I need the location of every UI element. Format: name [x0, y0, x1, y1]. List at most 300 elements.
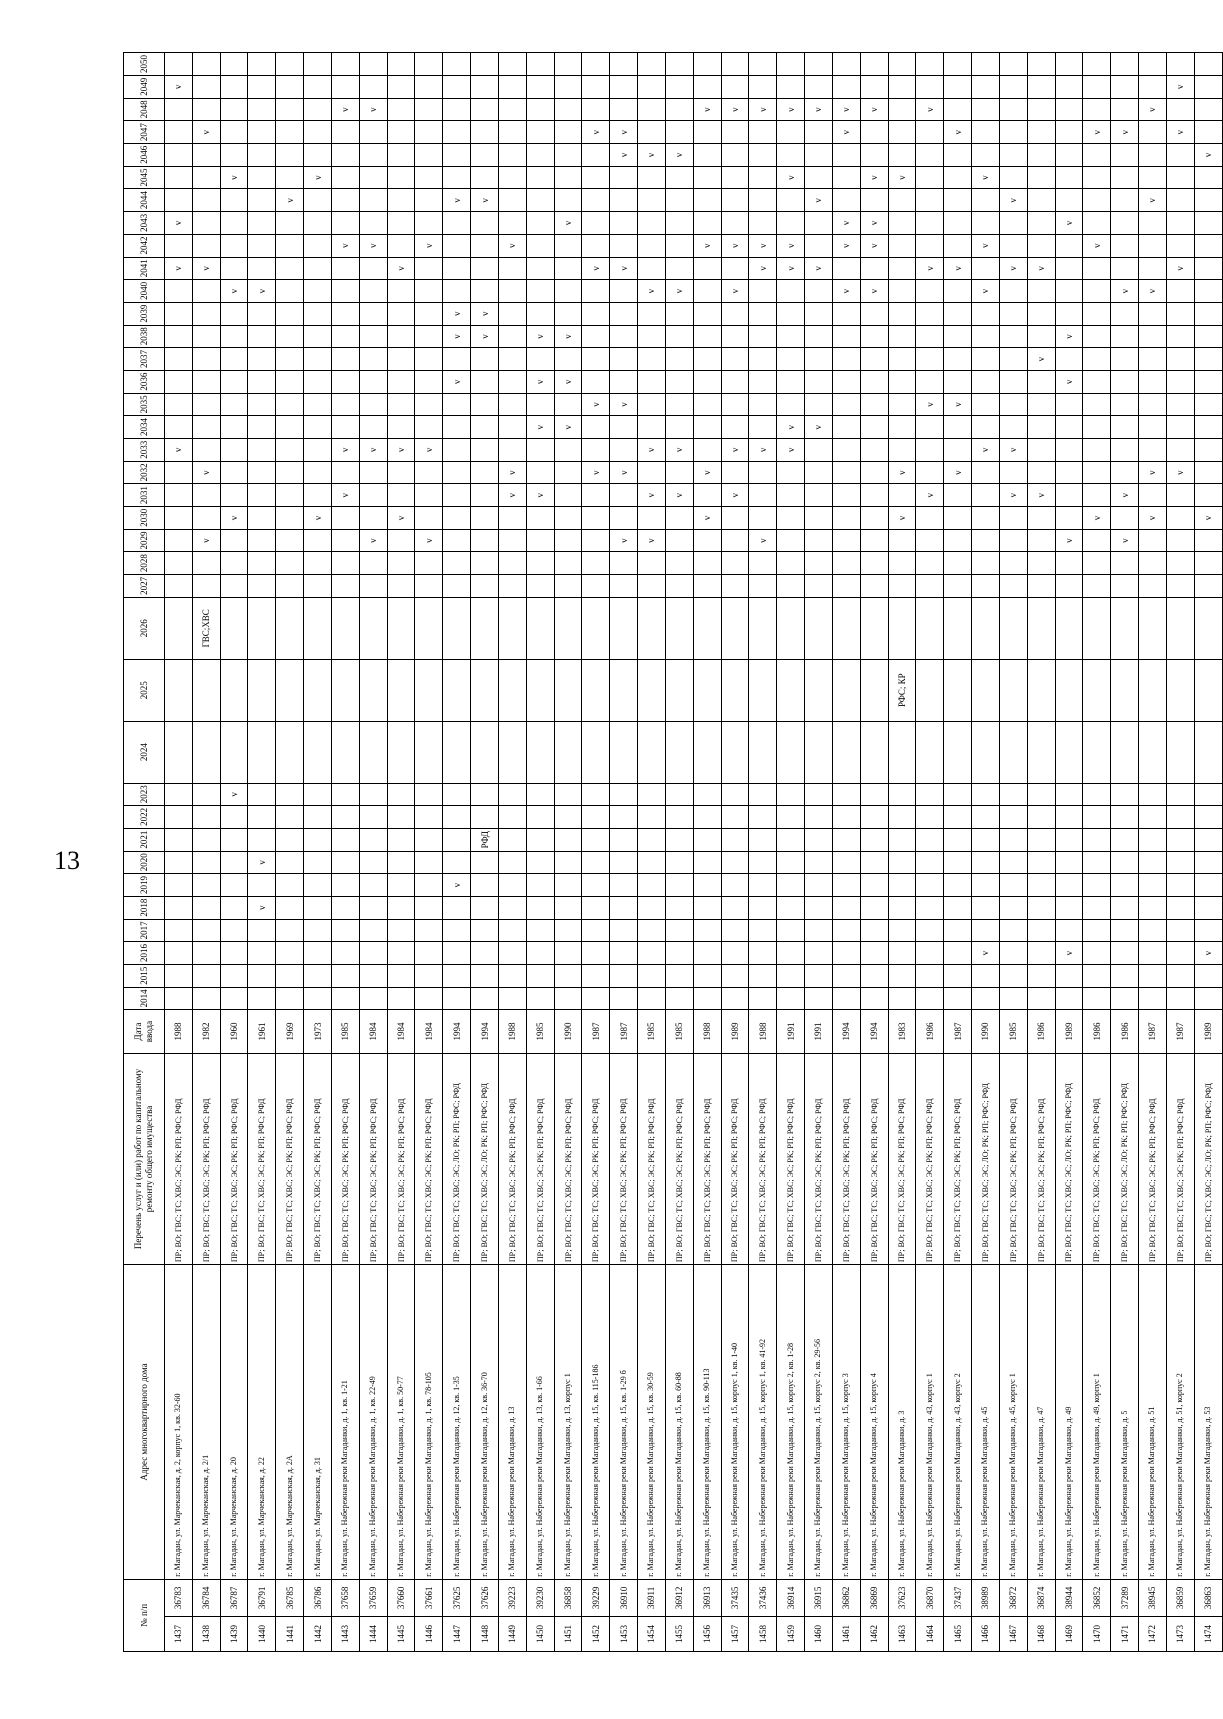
- plan-cell-2025: [1166, 659, 1194, 721]
- plan-cell-2026: [944, 597, 972, 659]
- plan-cell-2015: [1027, 965, 1055, 988]
- plan-cell-2017: [665, 919, 693, 942]
- plan-cell-2031: [944, 484, 972, 507]
- house-id: 37625: [443, 1579, 471, 1616]
- header-year-2033: 2033: [124, 439, 165, 462]
- plan-cell-2044: v: [999, 189, 1027, 212]
- plan-cell-2042: v: [359, 234, 387, 257]
- header-year-2019: 2019: [124, 874, 165, 897]
- plan-cell-2044: [944, 189, 972, 212]
- plan-cell-2046: v: [638, 144, 666, 167]
- plan-cell-2025: [1111, 659, 1139, 721]
- plan-cell-2022: [1055, 806, 1083, 829]
- plan-cell-2018: [1194, 896, 1222, 919]
- plan-cell-2033: v: [749, 439, 777, 462]
- plan-cell-2017: [498, 919, 526, 942]
- plan-cell-2044: [1166, 189, 1194, 212]
- plan-cell-2030: [832, 507, 860, 530]
- plan-cell-2048: [610, 98, 638, 121]
- plan-cell-2039: [972, 302, 1000, 325]
- plan-cell-2041: v: [1027, 257, 1055, 280]
- plan-cell-2043: [276, 212, 304, 235]
- plan-cell-2029: [1083, 529, 1111, 552]
- plan-cell-2028: [749, 552, 777, 575]
- plan-cell-2028: [999, 552, 1027, 575]
- plan-cell-2026: [1166, 597, 1194, 659]
- commission-year: 1982: [192, 1010, 220, 1053]
- table-row: [860, 53, 888, 1652]
- commission-year: 1961: [248, 1010, 276, 1053]
- plan-cell-2018: [860, 896, 888, 919]
- plan-cell-2041: [498, 257, 526, 280]
- plan-cell-2035: [1138, 393, 1166, 416]
- plan-cell-2048: v: [693, 98, 721, 121]
- plan-cell-2041: [638, 257, 666, 280]
- plan-cell-2017: [554, 919, 582, 942]
- house-id: 37435: [721, 1579, 749, 1616]
- plan-cell-2025: [582, 659, 610, 721]
- works-list: ПР; ВО; ГВС; ТС; ХВС; ЭС; РК; РП; РФС; РФД: [1083, 1053, 1111, 1264]
- house-address: г. Магадан, ул. Марчеканская, д. 31: [304, 1265, 332, 1580]
- row-number: 1463: [888, 1616, 916, 1651]
- plan-cell-2048: [304, 98, 332, 121]
- plan-cell-2015: [610, 965, 638, 988]
- plan-cell-2025: [638, 659, 666, 721]
- table-row: [1194, 53, 1222, 1652]
- plan-cell-2015: [387, 965, 415, 988]
- plan-cell-2048: [888, 98, 916, 121]
- plan-cell-2026: [888, 597, 916, 659]
- plan-cell-2045: [1055, 166, 1083, 189]
- plan-cell-2036: [693, 370, 721, 393]
- plan-cell-2020: [192, 851, 220, 874]
- plan-cell-2038: [1166, 325, 1194, 348]
- plan-cell-2046: [777, 144, 805, 167]
- plan-cell-2046: [972, 144, 1000, 167]
- plan-cell-2042: [304, 234, 332, 257]
- plan-cell-2039: [359, 302, 387, 325]
- plan-cell-2026: [415, 597, 443, 659]
- plan-cell-2028: [192, 552, 220, 575]
- works-list: ПР; ВО; ГВС; ТС; ХВС; ЭС; РК; РП; РФС; РФД: [359, 1053, 387, 1264]
- plan-cell-2017: [220, 919, 248, 942]
- commission-year: 1973: [304, 1010, 332, 1053]
- plan-cell-2047: [1194, 121, 1222, 144]
- plan-cell-2044: [665, 189, 693, 212]
- plan-cell-2025: [192, 659, 220, 721]
- plan-cell-2026: [805, 597, 833, 659]
- plan-cell-2020: [693, 851, 721, 874]
- plan-cell-2047: [220, 121, 248, 144]
- plan-cell-2041: [721, 257, 749, 280]
- plan-cell-2018: v: [248, 896, 276, 919]
- plan-cell-2043: [443, 212, 471, 235]
- plan-cell-2020: [832, 851, 860, 874]
- plan-cell-2029: [387, 529, 415, 552]
- plan-cell-2027: [805, 575, 833, 598]
- plan-cell-2050: [972, 53, 1000, 76]
- plan-cell-2043: v: [832, 212, 860, 235]
- plan-cell-2016: [359, 942, 387, 965]
- plan-cell-2035: [276, 393, 304, 416]
- plan-cell-2034: [1111, 416, 1139, 439]
- row-number: 1470: [1083, 1616, 1111, 1651]
- plan-cell-2015: [693, 965, 721, 988]
- plan-cell-2025: [165, 659, 193, 721]
- plan-cell-2018: [999, 896, 1027, 919]
- commission-year: 1984: [359, 1010, 387, 1053]
- house-id: 36911: [638, 1579, 666, 1616]
- plan-cell-2036: [944, 370, 972, 393]
- works-list: ПР; ВО; ГВС; ТС; ХВС; ЭС; РК; РП; РФС; РФД: [999, 1053, 1027, 1264]
- plan-cell-2014: [944, 987, 972, 1010]
- plan-cell-2026: [498, 597, 526, 659]
- table-row: [999, 53, 1027, 1652]
- table-row: [1111, 53, 1139, 1652]
- plan-cell-2030: [1166, 507, 1194, 530]
- plan-cell-2046: [1166, 144, 1194, 167]
- plan-cell-2029: v: [1055, 529, 1083, 552]
- house-address: г. Магадан, ул. Набережная реки Магаданки, д. 49: [1055, 1265, 1083, 1580]
- plan-cell-2049: [415, 76, 443, 99]
- house-address: г. Магадан, ул. Набережная реки Магаданки, д. 13: [498, 1265, 526, 1580]
- plan-cell-2043: [693, 212, 721, 235]
- table-row: [777, 53, 805, 1652]
- plan-cell-2049: [749, 76, 777, 99]
- plan-cell-2048: [192, 98, 220, 121]
- plan-cell-2016: [693, 942, 721, 965]
- plan-cell-2041: [860, 257, 888, 280]
- plan-cell-2032: [1027, 461, 1055, 484]
- plan-cell-2030: [999, 507, 1027, 530]
- plan-cell-2026: [638, 597, 666, 659]
- plan-cell-2017: [972, 919, 1000, 942]
- plan-cell-2022: [721, 806, 749, 829]
- plan-cell-2024: [526, 721, 554, 783]
- house-address: г. Магадан, ул. Набережная реки Магаданки, д. 43, корпус 1: [916, 1265, 944, 1580]
- table-row: [554, 53, 582, 1652]
- plan-cell-2040: [944, 280, 972, 303]
- plan-cell-2022: [387, 806, 415, 829]
- plan-cell-2036: [1027, 370, 1055, 393]
- plan-cell-2031: [777, 484, 805, 507]
- plan-cell-2023: [471, 783, 499, 806]
- plan-cell-2034: v: [554, 416, 582, 439]
- plan-cell-2042: v: [693, 234, 721, 257]
- plan-cell-2048: v: [777, 98, 805, 121]
- plan-cell-2046: [526, 144, 554, 167]
- plan-cell-2019: [582, 874, 610, 897]
- plan-cell-2043: [331, 212, 359, 235]
- plan-cell-2029: [554, 529, 582, 552]
- plan-cell-2021: [1166, 828, 1194, 851]
- plan-cell-2036: [415, 370, 443, 393]
- plan-cell-2048: v: [832, 98, 860, 121]
- table-row: [721, 53, 749, 1652]
- plan-cell-2014: [777, 987, 805, 1010]
- commission-year: 1994: [860, 1010, 888, 1053]
- plan-cell-2014: [916, 987, 944, 1010]
- plan-cell-2026: [331, 597, 359, 659]
- plan-cell-2041: [471, 257, 499, 280]
- plan-cell-2022: [165, 806, 193, 829]
- plan-cell-2032: [721, 461, 749, 484]
- plan-cell-2021: [192, 828, 220, 851]
- plan-cell-2028: [220, 552, 248, 575]
- plan-cell-2029: v: [415, 529, 443, 552]
- plan-cell-2027: [443, 575, 471, 598]
- plan-cell-2033: v: [331, 439, 359, 462]
- plan-cell-2040: [582, 280, 610, 303]
- plan-cell-2034: [1083, 416, 1111, 439]
- plan-cell-2043: v: [165, 212, 193, 235]
- plan-cell-2042: [443, 234, 471, 257]
- plan-cell-2034: [498, 416, 526, 439]
- plan-cell-2030: v: [1194, 507, 1222, 530]
- plan-cell-2034: [999, 416, 1027, 439]
- plan-cell-2039: [693, 302, 721, 325]
- plan-cell-2015: [1166, 965, 1194, 988]
- plan-cell-2024: [192, 721, 220, 783]
- plan-cell-2024: [1166, 721, 1194, 783]
- plan-cell-2037: [554, 348, 582, 371]
- plan-cell-2042: v: [860, 234, 888, 257]
- plan-cell-2044: [165, 189, 193, 212]
- plan-cell-2043: [1138, 212, 1166, 235]
- table-row: [498, 53, 526, 1652]
- house-address: г. Магадан, ул. Набережная реки Магаданки, д. 43, корпус 2: [944, 1265, 972, 1580]
- plan-cell-2050: [526, 53, 554, 76]
- plan-cell-2038: [999, 325, 1027, 348]
- plan-cell-2038: [777, 325, 805, 348]
- header-year-2035: 2035: [124, 393, 165, 416]
- plan-cell-2025: [610, 659, 638, 721]
- header-year-2046: 2046: [124, 144, 165, 167]
- plan-cell-2044: v: [471, 189, 499, 212]
- works-list: ПР; ВО; ГВС; ТС; ХВС; ЭС; РК; РП; РФС; РФД: [304, 1053, 332, 1264]
- plan-cell-2016: [443, 942, 471, 965]
- plan-cell-2021: [165, 828, 193, 851]
- plan-cell-2021: [972, 828, 1000, 851]
- plan-cell-2017: [749, 919, 777, 942]
- plan-cell-2031: [248, 484, 276, 507]
- house-id: 36869: [860, 1579, 888, 1616]
- plan-cell-2036: [276, 370, 304, 393]
- plan-cell-2028: [443, 552, 471, 575]
- plan-cell-2030: [610, 507, 638, 530]
- header-year-2041: 2041: [124, 257, 165, 280]
- commission-year: 1988: [693, 1010, 721, 1053]
- plan-cell-2035: [248, 393, 276, 416]
- plan-cell-2044: [554, 189, 582, 212]
- plan-cell-2050: [1111, 53, 1139, 76]
- plan-cell-2034: [359, 416, 387, 439]
- plan-cell-2050: [359, 53, 387, 76]
- plan-cell-2022: [331, 806, 359, 829]
- house-address: г. Магадан, ул. Набережная реки Магаданки, д. 45, корпус 1: [999, 1265, 1027, 1580]
- table-row: [888, 53, 916, 1652]
- plan-cell-2044: [832, 189, 860, 212]
- plan-cell-2017: [1027, 919, 1055, 942]
- plan-cell-2042: v: [832, 234, 860, 257]
- plan-cell-2026: [972, 597, 1000, 659]
- plan-cell-2043: [749, 212, 777, 235]
- commission-year: 1991: [805, 1010, 833, 1053]
- plan-cell-2042: v: [749, 234, 777, 257]
- plan-cell-2017: [471, 919, 499, 942]
- header-address: Адрес многоквартирного дома: [124, 1265, 165, 1580]
- plan-cell-2035: [165, 393, 193, 416]
- plan-cell-2046: [860, 144, 888, 167]
- plan-cell-2019: [860, 874, 888, 897]
- plan-cell-2046: [805, 144, 833, 167]
- plan-cell-2029: [443, 529, 471, 552]
- plan-cell-2030: [526, 507, 554, 530]
- plan-cell-2049: [916, 76, 944, 99]
- table-row: [805, 53, 833, 1652]
- plan-cell-2021: [721, 828, 749, 851]
- plan-cell-2050: [916, 53, 944, 76]
- plan-cell-2031: [276, 484, 304, 507]
- plan-cell-2027: [916, 575, 944, 598]
- plan-cell-2044: [972, 189, 1000, 212]
- plan-cell-2039: [999, 302, 1027, 325]
- plan-cell-2017: [582, 919, 610, 942]
- house-id: 36913: [693, 1579, 721, 1616]
- plan-cell-2017: [248, 919, 276, 942]
- plan-cell-2048: [972, 98, 1000, 121]
- plan-cell-2018: [471, 896, 499, 919]
- plan-cell-2025: [999, 659, 1027, 721]
- plan-cell-2026: [693, 597, 721, 659]
- row-number: 1464: [916, 1616, 944, 1651]
- house-id: 36870: [916, 1579, 944, 1616]
- header-row: [124, 53, 165, 1652]
- header-year-2014: 2014: [124, 987, 165, 1010]
- plan-cell-2023: [554, 783, 582, 806]
- plan-cell-2014: [498, 987, 526, 1010]
- plan-cell-2039: [276, 302, 304, 325]
- plan-cell-2017: [276, 919, 304, 942]
- plan-cell-2014: [526, 987, 554, 1010]
- plan-cell-2025: [832, 659, 860, 721]
- plan-cell-2020: [359, 851, 387, 874]
- plan-cell-2027: [665, 575, 693, 598]
- plan-cell-2016: [1027, 942, 1055, 965]
- plan-cell-2034: [693, 416, 721, 439]
- row-number: 1460: [805, 1616, 833, 1651]
- plan-cell-2046: [415, 144, 443, 167]
- plan-cell-2019: [359, 874, 387, 897]
- plan-cell-2033: [471, 439, 499, 462]
- plan-cell-2025: [276, 659, 304, 721]
- plan-cell-2049: [192, 76, 220, 99]
- plan-cell-2024: [944, 721, 972, 783]
- plan-cell-2027: [1111, 575, 1139, 598]
- plan-cell-2014: [1083, 987, 1111, 1010]
- plan-cell-2022: [610, 806, 638, 829]
- commission-year: 1988: [749, 1010, 777, 1053]
- plan-cell-2049: [972, 76, 1000, 99]
- plan-cell-2025: [387, 659, 415, 721]
- plan-cell-2033: [304, 439, 332, 462]
- plan-cell-2014: [1166, 987, 1194, 1010]
- plan-cell-2033: [1194, 439, 1222, 462]
- plan-cell-2046: [888, 144, 916, 167]
- plan-cell-2047: v: [1166, 121, 1194, 144]
- commission-year: 1987: [1166, 1010, 1194, 1053]
- plan-cell-2022: [1138, 806, 1166, 829]
- house-address: г. Магадан, ул. Марчеканская, д. 2/1: [192, 1265, 220, 1580]
- plan-cell-2043: [1166, 212, 1194, 235]
- plan-cell-2025: [554, 659, 582, 721]
- plan-cell-2045: [331, 166, 359, 189]
- plan-cell-2033: [888, 439, 916, 462]
- plan-cell-2037: [1194, 348, 1222, 371]
- plan-cell-2022: [944, 806, 972, 829]
- plan-cell-2015: [359, 965, 387, 988]
- row-number: 1459: [777, 1616, 805, 1651]
- plan-cell-2050: [471, 53, 499, 76]
- plan-cell-2040: [805, 280, 833, 303]
- table-row: [359, 53, 387, 1652]
- plan-cell-2042: [610, 234, 638, 257]
- plan-cell-2032: v: [693, 461, 721, 484]
- plan-cell-2021: [749, 828, 777, 851]
- plan-cell-2027: [693, 575, 721, 598]
- plan-cell-2027: [1194, 575, 1222, 598]
- plan-cell-2029: [721, 529, 749, 552]
- plan-cell-2027: [415, 575, 443, 598]
- row-number: 1443: [331, 1616, 359, 1651]
- plan-cell-2027: [777, 575, 805, 598]
- plan-cell-2043: [304, 212, 332, 235]
- plan-cell-2040: v: [1111, 280, 1139, 303]
- plan-cell-2032: [331, 461, 359, 484]
- plan-cell-2031: [860, 484, 888, 507]
- plan-cell-2047: [248, 121, 276, 144]
- plan-cell-2031: v: [916, 484, 944, 507]
- plan-cell-2023: [276, 783, 304, 806]
- row-number: 1444: [359, 1616, 387, 1651]
- plan-cell-2048: [1194, 98, 1222, 121]
- plan-cell-2046: [192, 144, 220, 167]
- plan-cell-2045: [248, 166, 276, 189]
- works-list: ПР; ВО; ГВС; ТС; ХВС; ЭС; ЛО; РК; РП; РФС; РФД: [1055, 1053, 1083, 1264]
- plan-cell-2045: v: [888, 166, 916, 189]
- plan-cell-2028: [610, 552, 638, 575]
- plan-cell-2024: [888, 721, 916, 783]
- plan-cell-2035: [638, 393, 666, 416]
- plan-cell-2039: [749, 302, 777, 325]
- plan-cell-2024: [331, 721, 359, 783]
- plan-cell-2020: [1138, 851, 1166, 874]
- commission-year: 1987: [582, 1010, 610, 1053]
- plan-cell-2049: [888, 76, 916, 99]
- plan-cell-2043: [972, 212, 1000, 235]
- plan-cell-2044: [415, 189, 443, 212]
- plan-cell-2034: [972, 416, 1000, 439]
- plan-cell-2034: [220, 416, 248, 439]
- table-body: [165, 53, 1223, 1652]
- plan-cell-2034: [165, 416, 193, 439]
- works-list: ПР; ВО; ГВС; ТС; ХВС; ЭС; РК; РП; РФС; РФД: [693, 1053, 721, 1264]
- plan-cell-2020: [777, 851, 805, 874]
- plan-cell-2040: [1083, 280, 1111, 303]
- plan-cell-2025: [498, 659, 526, 721]
- header-year-2020: 2020: [124, 851, 165, 874]
- plan-cell-2018: [916, 896, 944, 919]
